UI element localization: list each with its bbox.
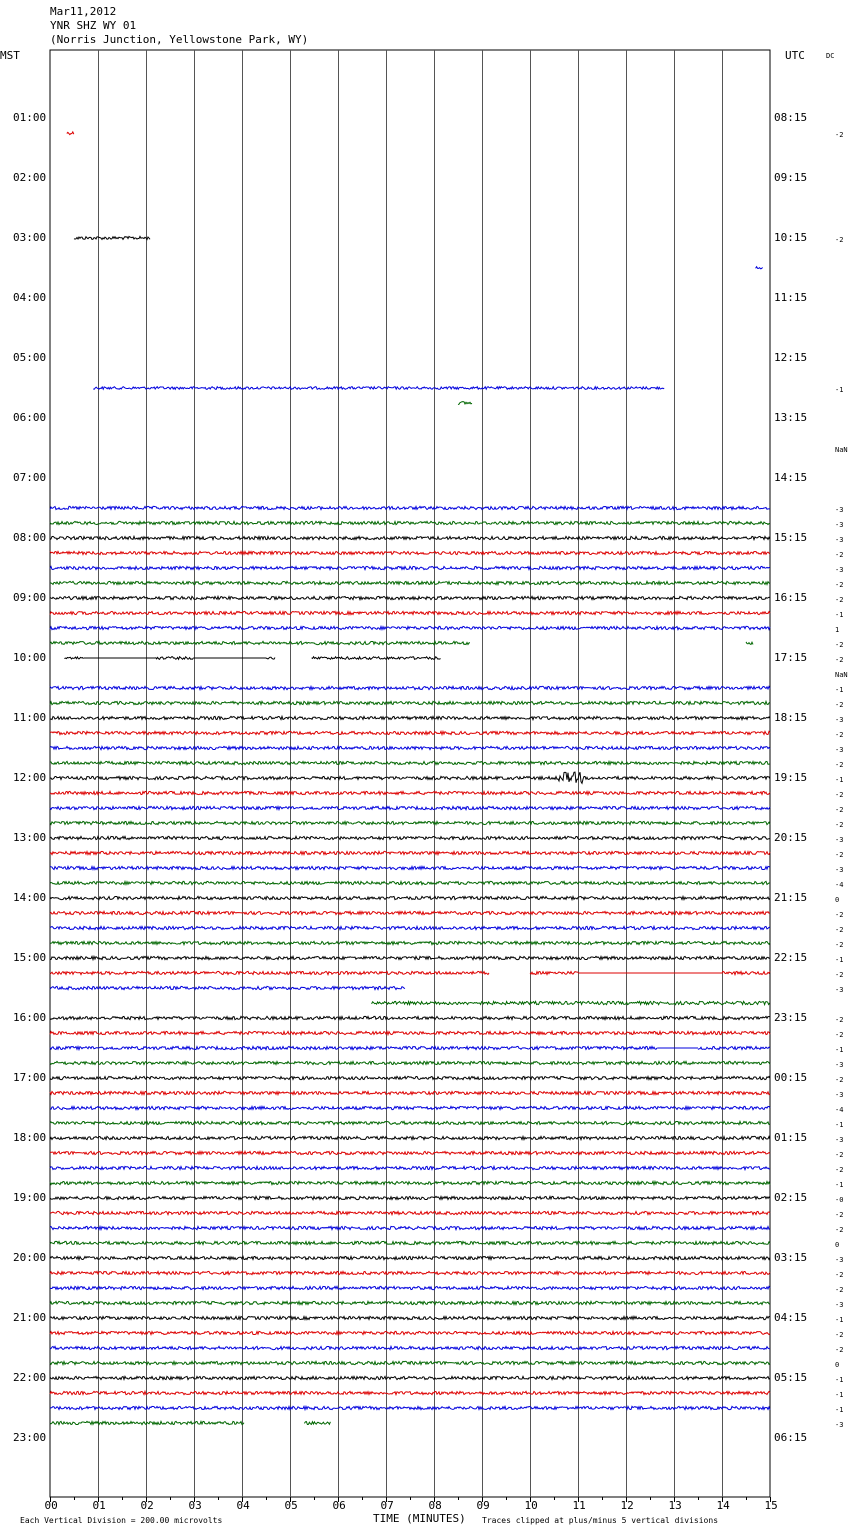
utc-hour-label: 17:15 <box>774 651 808 664</box>
dc-offset-label: -1 <box>835 686 844 694</box>
utc-hour-label: 15:15 <box>774 531 808 544</box>
mst-hour-label: 06:00 <box>13 411 47 424</box>
trace-line <box>50 971 489 974</box>
mst-hour-label: 16:00 <box>13 1011 47 1024</box>
dc-offset-label: -3 <box>835 1256 844 1264</box>
trace-line <box>312 657 441 660</box>
clip-note: Traces clipped at plus/minus 5 vertical divisions <box>482 1516 719 1525</box>
mst-hour-label: 15:00 <box>13 951 47 964</box>
trace-line <box>50 1376 770 1379</box>
trace-line <box>50 1136 770 1139</box>
dc-offset-label: -2 <box>835 731 844 739</box>
dc-offset-label: -2 <box>835 596 844 604</box>
x-tick-label: 04 <box>236 1499 250 1512</box>
mst-hour-label: 12:00 <box>13 771 47 784</box>
x-tick-label: 08 <box>428 1499 442 1512</box>
utc-axis-label: UTC <box>785 49 805 62</box>
dc-offset-label: 0 <box>835 1361 840 1369</box>
trace-line <box>50 746 770 749</box>
dc-offset-label: -4 <box>835 881 844 889</box>
utc-hour-label: 00:15 <box>774 1071 808 1084</box>
x-tick-label: 00 <box>44 1499 58 1512</box>
dc-offset-label: -3 <box>835 986 844 994</box>
trace-line <box>50 956 770 959</box>
x-tick-label: 05 <box>284 1499 298 1512</box>
trace-line <box>50 506 770 509</box>
dc-offset-label: -2 <box>835 701 844 709</box>
dc-offset-label: -2 <box>835 851 844 859</box>
dc-offset-label: -3 <box>835 536 844 544</box>
mst-hour-label: 11:00 <box>13 711 47 724</box>
utc-hour-label: 20:15 <box>774 831 808 844</box>
dc-offset-label: -1 <box>835 776 844 784</box>
x-axis-title: TIME (MINUTES) <box>373 1512 466 1525</box>
dc-offset-label: -3 <box>835 716 844 724</box>
dc-offset-label: -2 <box>835 1271 844 1279</box>
dc-offset-label: -2 <box>835 941 844 949</box>
trace-line <box>50 566 770 569</box>
trace-line <box>530 972 578 975</box>
trace-line <box>50 772 770 783</box>
dc-offset-label: -3 <box>835 521 844 529</box>
trace-line <box>698 1047 770 1050</box>
trace-line <box>74 236 150 239</box>
dc-offset-label: -2 <box>835 1031 844 1039</box>
dc-offset-label: -1 <box>835 1376 844 1384</box>
dc-offset-label: -2 <box>835 656 844 664</box>
trace-line <box>50 641 470 644</box>
mst-axis-label: MST <box>0 49 20 62</box>
trace-line <box>746 642 753 645</box>
utc-hour-label: 18:15 <box>774 711 808 724</box>
dc-offset-label: -2 <box>835 1331 844 1339</box>
utc-hour-label: 10:15 <box>774 231 808 244</box>
utc-hour-label: 12:15 <box>774 351 808 364</box>
dc-offset-label: -3 <box>835 506 844 514</box>
x-tick-label: 01 <box>92 1499 106 1512</box>
utc-hour-label: 03:15 <box>774 1251 808 1264</box>
trace-line <box>50 581 770 584</box>
trace-line <box>50 1406 770 1409</box>
dc-offset-label: NaN <box>835 446 848 454</box>
trace-line <box>50 806 770 809</box>
trace-line <box>50 821 770 824</box>
mst-hour-label: 13:00 <box>13 831 47 844</box>
dc-offset-label: -2 <box>835 1226 844 1234</box>
trace-line <box>50 1121 770 1124</box>
mst-hour-label: 02:00 <box>13 171 47 184</box>
dc-offset-label: 0 <box>835 1241 840 1249</box>
dc-offset-label: -1 <box>835 1316 844 1324</box>
mst-hour-label: 01:00 <box>13 111 47 124</box>
dc-offset-label: -3 <box>835 1091 844 1099</box>
trace-line <box>756 267 763 269</box>
trace-line <box>50 521 770 524</box>
x-tick-label: 13 <box>668 1499 682 1512</box>
trace-line <box>50 791 770 794</box>
x-tick-label: 03 <box>188 1499 202 1512</box>
trace-line <box>50 986 405 989</box>
trace-line <box>64 657 83 659</box>
dc-offset-label: -3 <box>835 566 844 574</box>
trace-line <box>266 657 275 659</box>
mst-hour-label: 05:00 <box>13 351 47 364</box>
chart-location: (Norris Junction, Yellowstone Park, WY) <box>50 33 309 46</box>
x-tick-label: 09 <box>476 1499 490 1512</box>
plot-frame <box>50 50 770 1497</box>
dc-offset-label: -3 <box>835 1061 844 1069</box>
dc-offset-label: -4 <box>835 1106 844 1114</box>
trace-line <box>67 132 74 135</box>
x-tick-label: 14 <box>716 1499 730 1512</box>
utc-hour-label: 05:15 <box>774 1371 808 1384</box>
dc-offset-label: -2 <box>835 1211 844 1219</box>
trace-line <box>50 731 770 734</box>
dc-offset-label: -2 <box>835 806 844 814</box>
dc-offset-label: -2 <box>835 971 844 979</box>
trace-line <box>50 536 770 539</box>
trace-line <box>50 1346 770 1349</box>
x-tick-label: 11 <box>572 1499 586 1512</box>
dc-offset-label: -0 <box>835 1196 844 1204</box>
dc-offset-label: -2 <box>835 1286 844 1294</box>
dc-offset-label: -2 <box>835 1016 844 1024</box>
trace-line <box>50 1211 770 1214</box>
dc-offset-label: -2 <box>835 1151 844 1159</box>
trace-line <box>50 881 770 884</box>
dc-offset-label: -3 <box>835 1136 844 1144</box>
trace-line <box>50 1166 770 1169</box>
trace-line <box>50 1391 770 1394</box>
mst-hour-label: 10:00 <box>13 651 47 664</box>
chart-date: Mar11,2012 <box>50 5 117 18</box>
trace-line <box>50 1046 657 1049</box>
dc-offset-label: -2 <box>835 1346 844 1354</box>
trace-line <box>50 1361 770 1364</box>
trace-line <box>50 1031 770 1034</box>
trace-line <box>50 1106 770 1109</box>
x-tick-label: 07 <box>380 1499 394 1512</box>
dc-offset-label: -1 <box>835 1046 844 1054</box>
trace-line <box>50 1271 770 1274</box>
trace-line <box>50 1061 770 1064</box>
mst-hour-label: 18:00 <box>13 1131 47 1144</box>
mst-hour-label: 09:00 <box>13 591 47 604</box>
utc-hour-label: 23:15 <box>774 1011 808 1024</box>
mst-hour-label: 07:00 <box>13 471 47 484</box>
dc-offset-label: -1 <box>835 1181 844 1189</box>
utc-hour-label: 16:15 <box>774 591 808 604</box>
utc-hour-label: 21:15 <box>774 891 808 904</box>
mst-hour-label: 14:00 <box>13 891 47 904</box>
dc-offset-label: -3 <box>835 866 844 874</box>
dc-offset-label: -2 <box>835 581 844 589</box>
dc-offset-label: -1 <box>835 1121 844 1129</box>
trace-line <box>50 1241 770 1244</box>
trace-line <box>50 1226 770 1229</box>
trace-line <box>50 1151 770 1154</box>
dc-label: DC <box>826 52 835 60</box>
trace-line <box>50 551 770 554</box>
trace-line <box>50 836 770 839</box>
trace-line <box>50 1016 770 1019</box>
trace-line <box>156 657 194 660</box>
trace-line <box>50 1331 770 1334</box>
x-tick-label: 06 <box>332 1499 346 1512</box>
chart-station: YNR SHZ WY 01 <box>50 19 137 32</box>
utc-hour-label: 22:15 <box>774 951 808 964</box>
dc-offset-label: -2 <box>835 761 844 769</box>
trace-line <box>458 402 472 405</box>
dc-offset-label: -1 <box>835 1391 844 1399</box>
trace-line <box>722 971 770 974</box>
dc-offset-label: -2 <box>835 911 844 919</box>
dc-offset-label: 0 <box>835 896 840 904</box>
dc-offset-label: -3 <box>835 1301 844 1309</box>
dc-offset-label: -2 <box>835 791 844 799</box>
utc-hour-label: 11:15 <box>774 291 808 304</box>
trace-line <box>50 1076 770 1079</box>
utc-hour-label: 06:15 <box>774 1431 808 1444</box>
mst-hour-label: 03:00 <box>13 231 47 244</box>
trace-line <box>50 926 770 929</box>
utc-hour-label: 01:15 <box>774 1131 808 1144</box>
trace-line <box>50 626 770 629</box>
utc-hour-label: 04:15 <box>774 1311 808 1324</box>
trace-line <box>50 1091 770 1094</box>
trace-line <box>372 1001 770 1004</box>
mst-hour-label: 08:00 <box>13 531 47 544</box>
dc-offset-label: -1 <box>835 1406 844 1414</box>
utc-hour-label: 09:15 <box>774 171 808 184</box>
dc-offset-label: -1 <box>835 611 844 619</box>
trace-line <box>50 941 770 944</box>
trace-line <box>50 911 770 914</box>
trace-line <box>50 716 770 719</box>
trace-line <box>50 896 770 899</box>
dc-offset-label: -2 <box>835 551 844 559</box>
trace-line <box>50 701 770 704</box>
utc-hour-label: 19:15 <box>774 771 808 784</box>
trace-line <box>50 686 770 689</box>
trace-line <box>50 1286 770 1289</box>
dc-offset-label: -2 <box>835 131 844 139</box>
trace-line <box>50 611 770 614</box>
dc-offset-label: -2 <box>835 1076 844 1084</box>
trace-line <box>50 851 770 854</box>
trace-line <box>50 1301 770 1304</box>
trace-line <box>50 1316 770 1319</box>
trace-line <box>304 1422 330 1425</box>
trace-line <box>50 761 770 764</box>
dc-offset-label: -2 <box>835 236 844 244</box>
mst-hour-label: 20:00 <box>13 1251 47 1264</box>
dc-offset-label: -2 <box>835 641 844 649</box>
dc-offset-label: -1 <box>835 386 844 394</box>
utc-hour-label: 02:15 <box>774 1191 808 1204</box>
utc-hour-label: 08:15 <box>774 111 808 124</box>
trace-line <box>50 1181 770 1184</box>
trace-line <box>50 596 770 599</box>
mst-hour-label: 23:00 <box>13 1431 47 1444</box>
mst-hour-label: 22:00 <box>13 1371 47 1384</box>
dc-offset-label: -3 <box>835 836 844 844</box>
mst-hour-label: 04:00 <box>13 291 47 304</box>
utc-hour-label: 13:15 <box>774 411 808 424</box>
dc-offset-label: -3 <box>835 1421 844 1429</box>
x-tick-label: 12 <box>620 1499 634 1512</box>
dc-offset-label: -1 <box>835 956 844 964</box>
dc-offset-label: NaN <box>835 671 848 679</box>
mst-hour-label: 17:00 <box>13 1071 47 1084</box>
dc-offset-label: -2 <box>835 821 844 829</box>
x-tick-label: 02 <box>140 1499 154 1512</box>
dc-offset-label: -2 <box>835 1166 844 1174</box>
scale-note: Each Vertical Division = 200.00 microvolts <box>20 1516 223 1525</box>
dc-offset-label: 1 <box>835 626 840 634</box>
mst-hour-label: 19:00 <box>13 1191 47 1204</box>
trace-line <box>50 1256 770 1259</box>
trace-line <box>50 1196 770 1199</box>
dc-offset-label: -3 <box>835 746 844 754</box>
dc-offset-label: -2 <box>835 926 844 934</box>
x-tick-label: 15 <box>764 1499 778 1512</box>
utc-hour-label: 14:15 <box>774 471 808 484</box>
mst-hour-label: 21:00 <box>13 1311 47 1324</box>
trace-line <box>50 866 770 869</box>
x-tick-label: 10 <box>524 1499 538 1512</box>
